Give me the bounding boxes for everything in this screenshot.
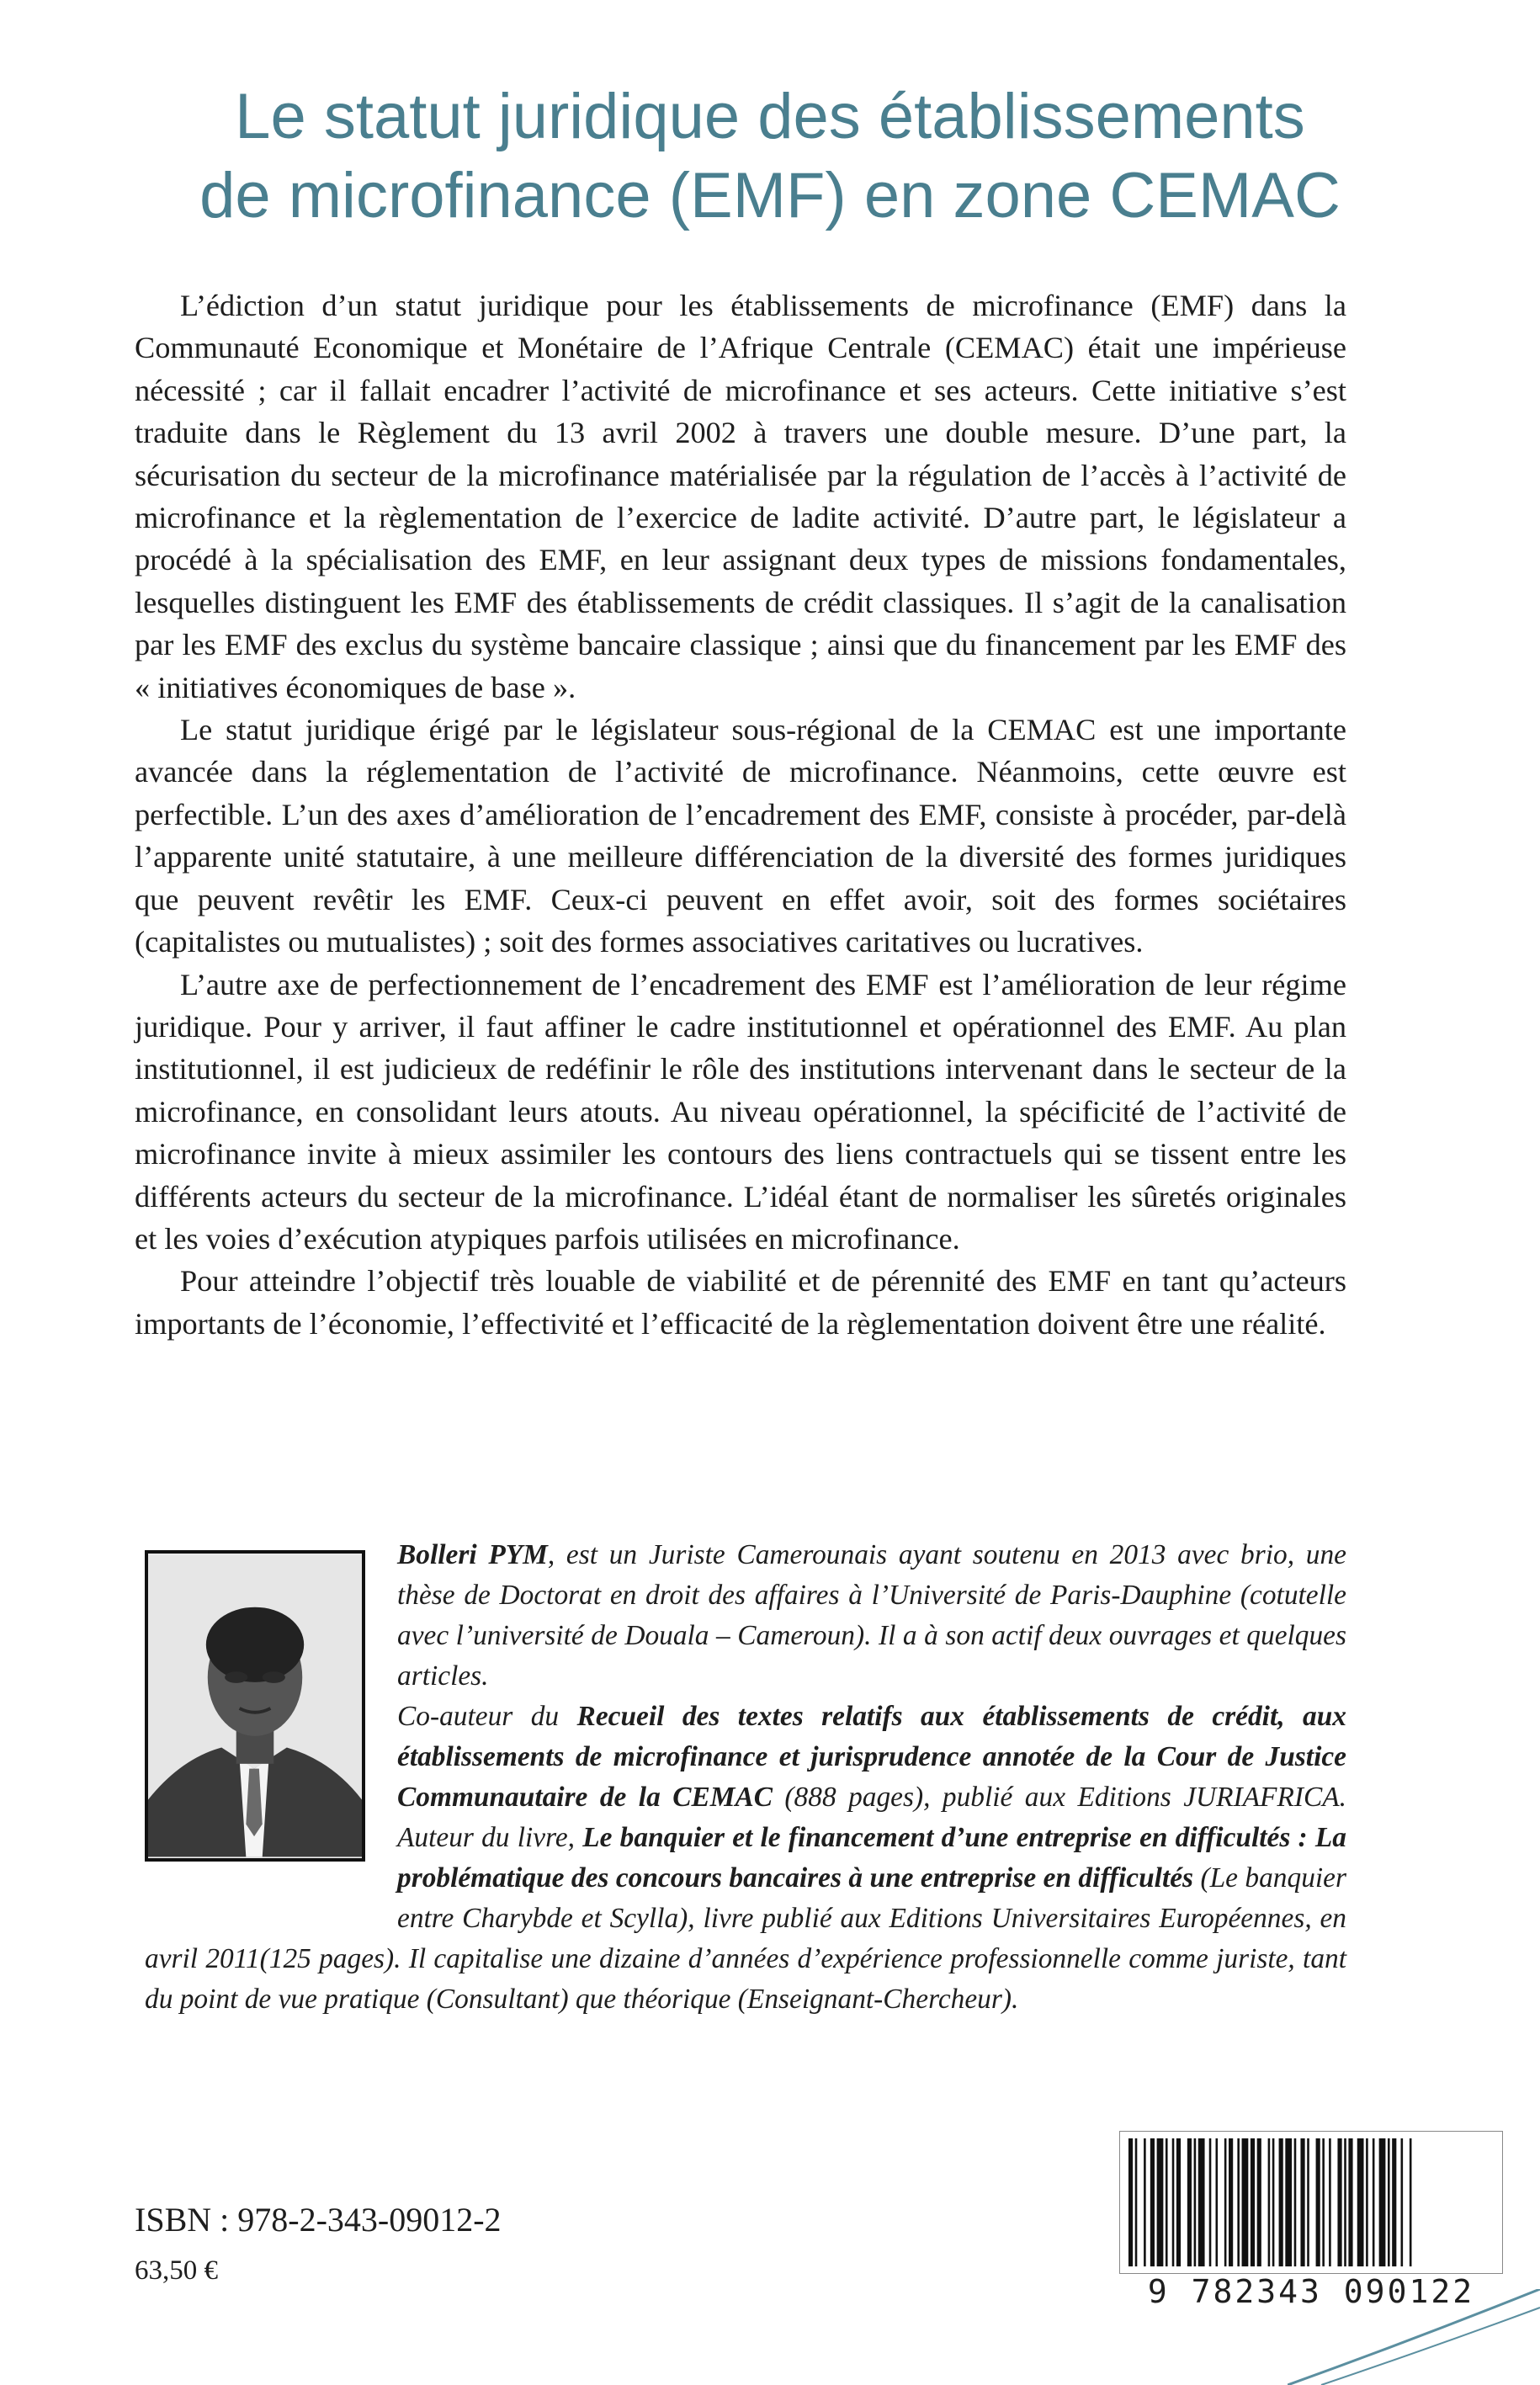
barcode-bar [1216, 2138, 1219, 2266]
barcode-bar [1300, 2138, 1304, 2266]
author-name: Bolleri PYM [397, 1539, 548, 1570]
barcode-bar [1373, 2138, 1375, 2266]
barcode-bar [1194, 2138, 1197, 2266]
photo-spacer [145, 1535, 397, 1931]
barcode-bar [1410, 2138, 1412, 2266]
barcode-bar [1144, 2138, 1146, 2266]
barcode-bar [1329, 2138, 1331, 2266]
barcode-bar [1176, 2138, 1181, 2266]
barcode-bar [1344, 2138, 1346, 2266]
summary-paragraph: Pour atteindre l’objectif très louable de viabilité et de pérennité des EMF en tant qu’acteurs importants de l’économie, l’effectivité et l’efficacité de la règlementation doivent être une réalité. [135, 1264, 1346, 1341]
barcode-bar [1348, 2138, 1352, 2266]
barcode-bar [1128, 2138, 1133, 2266]
summary-paragraph: L’édiction d’un statut juridique pour les établissements de microfinance (EMF) dans la Communauté Economique et Monétaire de l’Afrique Centrale (CEMAC) était une impérieuse nécessité ; car il fallait encadrer l’activité de microfinance et ses acteurs. Cette initiative s’est traduite dans le Règlement du 13 avril 2002 à travers une double mesure. D’une part, la sécurisation du secteur de la microfinance matérialisée par la régulation de l’accès à l’activité de microfinance et la règlementation de l’exercice de ladite activité. D’autre part, le législateur a procédé à la spécialisation des EMF, en leur assignant deux types de missions fondamentales, lesquelles distinguent les EMF des établissements de crédit classiques. Il s’agit de la canalisation par les EMF des exclus du système bancaire classique ; ainsi que du financement par les EMF des « initiatives économiques de base ». [135, 289, 1346, 704]
book-title-recueil: Recueil des textes relatifs aux établissements de crédit, aux établissements de microfinance et jurisprudence annotée de la Cour de Justice Communautaire de la CEMAC [397, 1701, 1346, 1813]
barcode-bar [1157, 2138, 1164, 2266]
barcode-bar [1224, 2138, 1227, 2266]
barcode-bar [1172, 2138, 1175, 2266]
price: 63,50 € [135, 2255, 218, 2286]
bio-text: Co-auteur du [397, 1701, 577, 1732]
barcode-icon [1120, 2132, 1502, 2273]
barcode-bar [1379, 2138, 1386, 2266]
title-line-2: de microfinance (EMF) en zone CEMAC [199, 160, 1341, 231]
barcode-bar [1150, 2138, 1155, 2266]
barcode-bar [1237, 2138, 1240, 2266]
summary-paragraph: Le statut juridique érigé par le législateur sous-régional de la CEMAC est une importante avancée dans la réglementation de l’activité de microfinance. Néanmoins, cette œuvre est perfectible. L’un des axes d’amélioration de l’encadrement des EMF, consiste à procéder, par-delà l’apparente unité statutaire, à une meilleure différenciation de la diversité des formes juridiques que peuvent revêtir les EMF. Ceux-ci peuvent en effet avoir, soit des formes sociétaires (capitalistes ou mutualistes) ; soit des formes associatives caritatives ou lucratives. [135, 713, 1346, 959]
barcode-bar [1307, 2138, 1309, 2266]
barcode-bar [1187, 2138, 1192, 2266]
barcode-bar [1316, 2138, 1320, 2266]
isbn: ISBN : 978-2-343-09012-2 [135, 2201, 502, 2239]
barcode-bar [1285, 2138, 1292, 2266]
barcode-bar [1322, 2138, 1325, 2266]
barcode-bar [1242, 2138, 1249, 2266]
barcode-bar [1337, 2138, 1341, 2266]
book-title-banquier: Le banquier et le financement d’une entreprise en difficultés : La problématique des concours bancaires à une entreprise en difficultés [397, 1822, 1346, 1894]
barcode-bar [1166, 2138, 1168, 2266]
bio-text: (Le banquier entre Charybde et Scylla), livre publié aux Editions Universitaires Européennes, en avril 2011(125 pages). Il capitalise une dizaine d’années d’expérience professionnelle comme juriste, tant du point de vue pratique (Consultant) que théorique (Enseignant-Chercheur). [145, 1862, 1346, 2015]
barcode-bar [1135, 2138, 1138, 2266]
summary-paragraph: L’autre axe de perfectionnement de l’encadrement des EMF est l’amélioration de leur régime juridique. Pour y arriver, il faut affiner le cadre institutionnel et opérationnel des EMF. Au plan institutionnel, il est judicieux de redéfinir le rôle des institutions intervenant dans le secteur de la microfinance, en consolidant leurs atouts. Au niveau opérationnel, la spécificité de l’activité de microfinance invite à mieux assimiler les contours des liens contractuels qui se tissent entre les différents acteurs du secteur de la microfinance. L’idéal étant de normaliser les sûretés originales et les voies d’exécution atypiques parfois utilisées en microfinance. [135, 967, 1346, 1256]
title-line-1: Le statut juridique des établissements [235, 81, 1305, 152]
barcode-bar [1366, 2138, 1368, 2266]
barcode-bar [1198, 2138, 1205, 2266]
author-bio [145, 1535, 1346, 2020]
barcode-bar [1392, 2138, 1396, 2266]
barcode-bar [1401, 2138, 1404, 2266]
barcode-bar [1268, 2138, 1271, 2266]
barcode-bar [1279, 2138, 1283, 2266]
barcode-bar [1229, 2138, 1233, 2266]
bio-text: , est un Juriste Camerounais ayant soutenu en 2013 avec brio, une thèse de Doctorat en droit des affaires à l’Université de Paris-Dauphine (cotutelle avec l’université de Douala – Cameroun). Il a à son actif deux ouvrages et quelques articles. [397, 1539, 1346, 1692]
barcode-bar [1209, 2138, 1212, 2266]
swoosh-decoration [1288, 2289, 1540, 2385]
barcode-bar [1388, 2138, 1390, 2266]
book-title [0, 77, 1540, 236]
barcode-bar [1294, 2138, 1297, 2266]
barcode-bars [1119, 2131, 1503, 2274]
bio-text: (888 pages), publié aux Editions JURIAFRICA. Auteur du livre, [397, 1782, 1346, 1853]
summary-text [135, 284, 1346, 1345]
barcode-bar [1272, 2138, 1275, 2266]
barcode-digits: 9 782343 090122 [1147, 2273, 1475, 2310]
barcode-bar [1357, 2138, 1364, 2266]
barcode-bar [1251, 2138, 1255, 2266]
barcode-bar [1257, 2138, 1261, 2266]
